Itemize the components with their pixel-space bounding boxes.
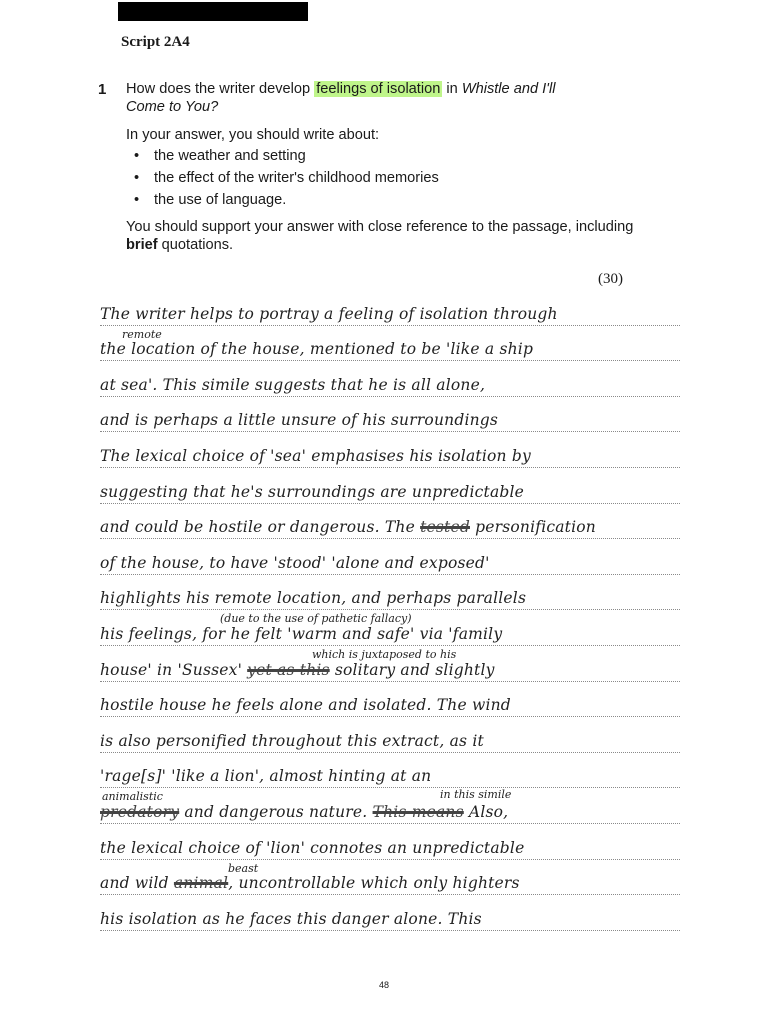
struck-word: This means [372,802,464,821]
bullet-text: the weather and setting [154,148,306,164]
answer-text-part: house' in 'Sussex' [100,660,243,679]
struck-word: tested [420,518,470,537]
insertion-remote: remote [122,327,162,341]
insertion-simile: in this simile [440,788,512,802]
answer-text: The writer helps to portray a feeling of isolation through [100,304,558,323]
struck-word: predatory [100,802,180,821]
question-text-part: in [442,81,462,97]
insertion-pathetic-fallacy: (due to the use of pathetic fallacy) [220,612,412,626]
answer-text: 'rage[s]' 'like a lion', almost hinting at an [100,767,432,786]
instruction: In your answer, you should write about: [126,127,380,143]
answer-line [100,717,680,753]
question-text [126,80,646,116]
bullet-item: • the weather and setting [134,148,306,164]
answer-text: and is perhaps a little unsure of his surroundings [100,411,499,430]
answer-line [100,397,680,433]
insertion-beast: beast [228,861,259,875]
answer-text: suggesting that he's surroundings are unpredictable [100,482,525,501]
bullet-item: • the effect of the writer's childhood memories [134,170,439,186]
bullet-item: • the use of language. [134,192,287,208]
script-label: Script 2A4 [121,34,190,50]
answer-text [100,661,495,679]
question-text-part: How does the writer develop [126,81,315,97]
answer-line [100,753,680,789]
bullet-text: the use of language. [154,192,287,208]
answer-line [100,788,680,824]
support-text: You should support your answer with close reference to the passage, including [126,219,634,235]
answer-text: his feelings, for he felt 'warm and safe' via 'family [100,624,503,643]
answer-line [100,895,680,931]
support-instruction [126,218,646,254]
question-number: 1 [98,81,107,98]
handwritten-answer [100,290,760,931]
answer-line [100,646,680,682]
answer-line [100,860,680,896]
answer-text: of the house, to have 'stood' 'alone and exposed' [100,553,490,572]
bullet-list [126,147,646,209]
answer-line [100,361,680,397]
answer-line [100,682,680,718]
answer-text: is also personified throughout this extract, as it [100,731,484,750]
answer-text [100,874,520,892]
answer-line [100,290,680,326]
answer-text-part: , uncontrollable which only highters [228,874,520,893]
answer-line [100,504,680,540]
answer-text-part: and could be hostile or dangerous. The [100,518,415,537]
answer-text-part: solitary and slightly [334,660,495,679]
highlighted-phrase: feelings of isolation [316,81,441,97]
question-block [126,80,646,254]
answer-text [100,518,596,536]
work-title: Whistle and I'll [461,81,556,97]
answer-text: his isolation as he faces this danger alone. This [100,909,482,928]
answer-text: The lexical choice of 'sea' emphasises his isolation by [100,446,531,465]
insertion-juxtaposed: which is juxtaposed to his [312,647,457,661]
answer-text: the lexical choice of 'lion' connotes an unpredictable [100,838,525,857]
answer-text: hostile house he feels alone and isolated. The wind [100,696,511,715]
answer-text: the location of the house, mentioned to be 'like a ship [100,340,534,359]
answer-text: highlights his remote location, and perhaps parallels [100,589,527,608]
answer-line [100,575,680,611]
answer-line [100,610,680,646]
support-bold: brief [126,237,158,253]
answer-line [100,326,680,362]
answer-line [100,468,680,504]
answer-text: at sea'. This simile suggests that he is all alone, [100,375,486,394]
struck-word: animal [173,874,229,893]
answer-line [100,432,680,468]
work-title-cont: Come to You? [126,99,219,115]
bullet-text: the effect of the writer's childhood memories [154,170,439,186]
answer-text-part: Also, [468,802,509,821]
answer-text-part: and dangerous nature. [184,802,368,821]
answer-line [100,539,680,575]
answer-text-part: personification [475,518,596,537]
marks-label: (30) [598,271,623,287]
answer-text [100,803,508,821]
answer-text-part: and wild [100,874,169,893]
redaction-bar [118,2,308,21]
page-number: 48 [378,980,389,990]
support-text: quotations. [157,237,234,253]
answer-line [100,824,680,860]
insertion-animalistic: animalistic [102,790,163,804]
struck-word: yet as this [247,660,330,679]
